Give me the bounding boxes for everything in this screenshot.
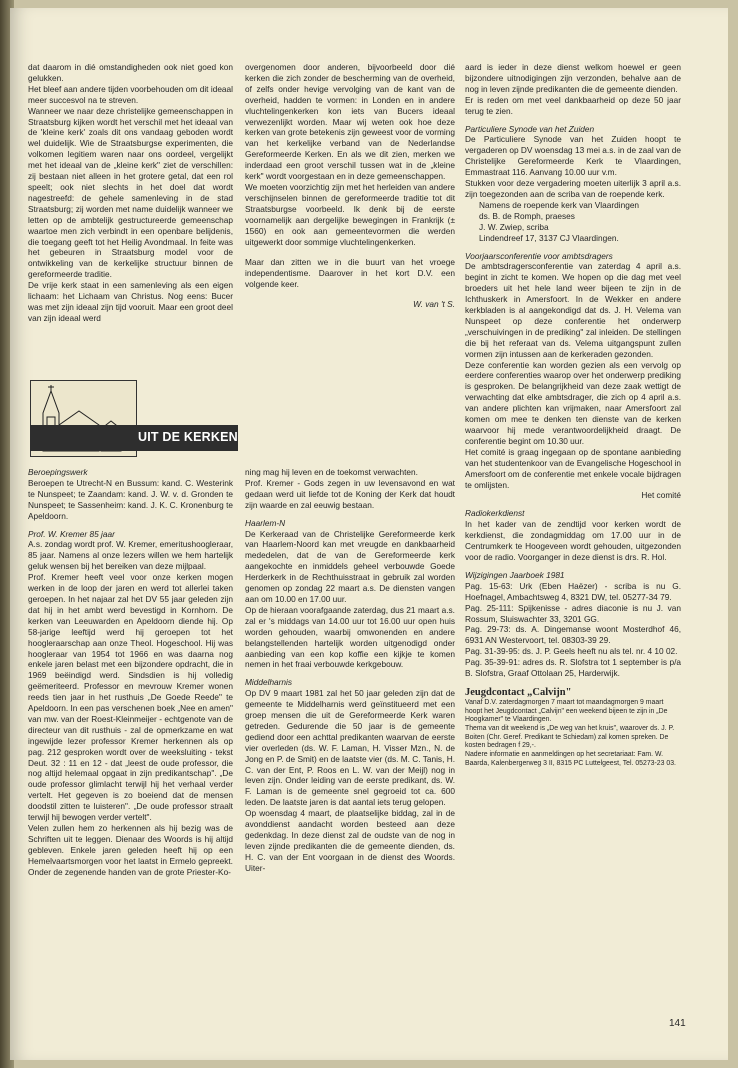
section-banner	[30, 380, 238, 455]
section-heading-middelharnis: Middelharnis	[245, 677, 293, 688]
paragraph: ning mag hij leven en de toekomst verwachten.	[245, 467, 418, 477]
list-item: Pag. 31-39-95: ds. J. P. Geels heeft nu als tel. nr. 4 10 02.	[465, 646, 678, 657]
address-line: ds. B. de Romph, praeses	[479, 210, 575, 221]
list-item: Pag. 35-39-91: adres ds. R. Slofstra tot 1 september is p/a B. Slofstra, Graaf Ottolaan 25, Harderwijk.	[465, 657, 681, 679]
small-print: Thema van dit weekend is „De weg van het kruis", waarover ds. J. P. Boiten (Chr. Geref. Predikant te Schiedam) zal komen spreken. De kosten bedragen f 29,-.	[465, 724, 675, 750]
paragraph: Het comité is graag ingegaan op de spontane aanbieding van het studentenkoor van de Evangelische Hogeschool in Amersfoort om de conferentie met enkele vocale bijdragen te omlijsten.	[465, 446, 681, 490]
address-line: Namens de roepende kerk van Vlaardingen	[479, 199, 640, 210]
paragraph: overgenomen door anderen, bijvoorbeeld door dié kerken die zich zonder de bescherming van de overheid, of zelfs onder hevige vervolging van de kant van de overheid, hadden te vormen: in Londen en in andere vluchtelingenkerken kon iets van Bucers ideaal verwezenlijkt worden. Maar wij weten ook hoe deze kerken van grote betekenis zijn geweest voor de vorming van het kerkelijke verband van de Nederlandse Gereformeerde Kerken. En als we dit zien, merken we inderdaad een groot verschil tussen wat in de „kleine kerk" wordt voorgestaan en in deze gemeenschappen.	[245, 62, 455, 182]
paragraph: Maar dan zitten we in die buurt van het vroege independentisme. Daarover in het kort D.V. een volgende keer.	[245, 257, 455, 290]
paragraph: Stukken voor deze vergadering moeten uiterlijk 3 april a.s. zijn toegezonden aan de scriba van de roepende kerk.	[465, 178, 681, 199]
paragraph: dat daarom in dié omstandigheden ook niet goed kon gelukken.	[28, 62, 233, 83]
paragraph: A.s. zondag wordt prof. W. Kremer, emeritushoogleraar, 85 jaar. Namens al onze lezers willen we hem hartelijk geluk wensen bij het bereiken van deze mijlpaal.	[28, 539, 233, 572]
section-heading-radio: Radiokerkdienst	[465, 508, 525, 519]
paragraph: aard is ieder in deze dienst welkom hoewel er geen bijzondere uitnodigingen zijn verzonden, behalve aan de nog in leven zijnde predikanten die de gemeente dienden.	[465, 62, 681, 94]
page-number: 141	[669, 1018, 686, 1029]
section-title: UIT DE KERKEN	[138, 430, 238, 444]
address-line: J. W. Zwiep, scriba	[479, 221, 549, 232]
section-heading-synode: Particuliere Synode van het Zuiden	[465, 123, 595, 134]
section-heading-jeugdcontact: Jeugdcontact „Calvijn"	[465, 686, 572, 698]
paragraph: Er is reden om met veel dankbaarheid op deze 50 jaar terug te zien.	[465, 94, 681, 116]
list-item: Pag. 29-73: ds. A. Dingemanse woont Mosterdhof 46, 6931 AN Westervoort, tel. 08303-39 29.	[465, 624, 681, 646]
section-heading-conferentie: Voorjaarsconferentie voor ambtsdragers	[465, 250, 613, 261]
paragraph: Prof. Kremer - Gods zegen in uw levensavond en wat gedaan werd uit liefde tot de Koning der Kerk dat houdt zijn waarde en zal eeuwig bestaan.	[245, 477, 455, 510]
paragraph: In het kader van de zendtijd voor kerken wordt de kerkdienst, die zondagmiddag om 17.00 uur in de Centrumkerk te Hoogeveen wordt gehouden, uitgezonden voor de radio. Voorganger in deze dienst is drs. R. Hol.	[465, 519, 681, 562]
paragraph: Velen zullen hem zo herkennen als hij bezig was de Schriften uit te leggen. Dienaar des Woords is hij altijd gebleven. Enkele jaren geleden heeft hij op een Hemelvaartsmorgen voor het laatst in Ermelo gepreekt. Onder de zegenende handen van de grote Priester-Ko-	[28, 823, 233, 877]
section-heading-beroepingswerk: Beroepingswerk	[28, 467, 88, 477]
small-print: Vanaf D.V. zaterdagmorgen 7 maart tot maandagmorgen 9 maart hoopt het Jeugdcontact „Calvijn" een weekend bijeen te zijn in „De Hoogkamer" te Vlaardingen.	[465, 698, 668, 724]
column-bucer-continued	[28, 62, 233, 324]
paragraph: Wanneer we naar deze christelijke gemeenschappen in Straatsburg kijken wordt het verschil met het ideaal van de 'kleine kerk' zoals dit ons vandaag geboden wordt wel duidelijk. Wie de Straatsburgse experimenten, die volkomen legitiem waren naar ons oordeel, vergelijkt met het ideaal van de „kleine kerk" ziet de verschillen: zij bestaan niet alleen in het grotere getal, dat een rol speelt; ook niet slechts in het doel dat wordt nagestreefd: de gehele samenleving in de stad Straatsburg; zij worden met name duidelijk wanneer we letten op de ambtelijk gestructureerde gemeenschap waartoe men zich verbindt in een openbare belijdenis, die toegang geeft tot het Heilig Avondmaal. In feite was het gebeuren in Straatsburg model voor de ontwikkeling van de kerkelijke structuur binnen de gereformeerde traditie.	[28, 105, 233, 280]
paragraph: Beroepen te Utrecht-N en Bussum: kand. C. Westerink te Nunspeet; te Zaandam: kand. J. W. v. d. Gronden te Nunspeet; te Sassenheim: kand. J. K. C. Kronenburg te Apeldoorn.	[28, 477, 233, 521]
column-bucer-end	[245, 62, 455, 310]
paragraph: De ambtsdragersconferentie van zaterdag 4 april a.s. begint in zicht te komen. We hopen op die dag met veel broeders uit het hele land weer bijeen te zijn in de Ichthuskerk in Amersfoort. In de Wekker en andere kerkbladen is al aangekondigd dat ds. J. H. Velema van Nunspeet op deze conferentie het onderwerp „verschuivingen in de prediking" zal inleiden. De stellingen die bij het referaat van ds. Velema uitgangspunt zullen vormen zijn intussen aan de kerkeraden gezonden.	[465, 261, 681, 359]
paragraph: Op de hieraan voorafgaande zaterdag, dus 21 maart a.s. zal er 's middags van 14.00 uur tot 16.00 uur open huis worden gehouden, waarbij omwonenden en andere belangstellenden hartelijk worden uitgenodigd onder aanbieding van een kop koffie een kijkje te komen nemen in het fraai verbouwde kerkgebouw.	[245, 604, 455, 670]
paragraph: Prof. Kremer heeft veel voor onze kerken mogen werken in de loop der jaren en werd tot allerlei taken geroepen. In het najaar zal het DV 55 jaar geleden zijn dat hij in het ambt werd bevestigd in Kornhorn. De kerken van Leeuwarden en Apeldoorn diende hij. Op 58-jarige leeftijd werd hij geroepen tot het hoogleraarschap aan onze Theol. Hogeschool. Hij was hoogleraar van 1954 tot 1966 en was daarna nog enkele jaren belast met een bijzondere opdracht, die in 1969 beëindigd werd. Sindsdien is hij volledig geëmeriteerd. Professor en mevrouw Kremer wonen reeds tien jaar in het rusthuis „De Goede Reede" te Apeldoorn. In een pas verschenen boek „Nee en amen" van mw. van der Roest-Kleinmeijer - echtgenote van de directeur van dit rusthuis - zal de opmerkzame en wat ingewijde lezer professor Kremer herkennen als op pag. 212 gesproken wordt over de weeksluiting - tekst Deut. 32 : 11 en 12 - dat „leest de oude professor, die nog altijd helemaal opgaat in zijn predikantschap". „De oude professor glimlacht terwijl hij het verhaal verder vertelt. Het gegeven is zo boeiend dat de mensen doodstil zitten te luisteren". „De oude professor straalt terwijl hij bewogen verder vertelt".	[28, 572, 233, 823]
paragraph: Op DV 9 maart 1981 zal het 50 jaar geleden zijn dat de gemeente te Middelharnis werd geïnstitueerd met een groep mensen die uit de Gereformeerde Kerk waren getreden. Gedurende die 50 jaar is de gemeente gediend door een achttal predikanten waarvan de eerste vier overleden (ds. W. F. Laman, H. Visser Mzn., N. de Jong en P. de Smit) en de laatste vier (ds. M. C. Tanis, H. C. van der Ent, P. Roos en L. W. van der Meijl) nog in leven zijn. Onder leiding van de eerste predikant, ds. W. F. Laman is de gemeente snel gegroeid tot ca. 600 leden. De laatste jaren is dat aantal iets terug gelopen.	[245, 688, 455, 808]
paragraph: De Kerkeraad van de Christelijke Gereformeerde kerk van Haarlem-Noord kan met vreugde en dankbaarheid mededelen, dat de van de Gereformeerde kerk aangekochte en inmiddels geheel verbouwde Goede Herderkerk in de Rechthuisstraat in gebruik zal worden genomen op zondag 22 maart a.s. De diensten vangen aan om 10.00 en 17.00 uur.	[245, 528, 455, 604]
section-heading-haarlem: Haarlem-N	[245, 517, 286, 528]
column-announcements	[465, 62, 681, 768]
list-item: Pag. 25-111: Spijkenisse - adres diaconie is nu J. van Rossum, Sluiswachter 33, 3201 GG.	[465, 602, 681, 624]
committee-signature: Het comité	[641, 490, 681, 501]
paragraph: Het bleef aan andere tijden voorbehouden om dit ideaal meer succesvol na te streven.	[28, 83, 233, 105]
paragraph: Op woensdag 4 maart, de plaatselijke biddag, zal in de avonddienst aandacht worden besteed aan deze gedenkdag. In deze dienst zal de oudste van de nog in leven zijnde predikanten die de gemeente dienden, ds. H. C. van der Ent voorgaan in de dienst des Woords. Uiter-	[245, 808, 455, 873]
small-print: Nadere informatie en aanmeldingen op het secretariaat: Fam. W. Baarda, Kalenbergerweg 3 II, 8315 PC Luttelgeest, Tel. 05273-23 03.	[465, 751, 676, 767]
paragraph: We moeten voorzichtig zijn met het herleiden van andere verschijnselen binnen de gereformeerde traditie tot dit Straatsburgse voorbeeld. Ik denk bij de eerste voornamelijk aan dergelijke bewegingen in Frankrijk (± 1560) en ook aan gemeentevormen die werden uitgewerkt door sommige vluchtelingenkerken.	[245, 181, 455, 247]
address-line: Lindendreef 17, 3137 CJ Vlaardingen.	[479, 232, 619, 243]
section-heading-kremer: Prof. W. Kremer 85 jaar	[28, 528, 115, 539]
column-kerken-middle	[245, 467, 455, 874]
author-signature: W. van 't S.	[413, 299, 455, 310]
paragraph: De vrije kerk staat in een samenleving als een eigen lichaam: het Lichaam van Christus. Nog eens: Bucer was met zijn ideaal zijn tijd vooruit. Maar een groot deel van zijn ideaal werd	[28, 280, 233, 323]
column-kerken-left	[28, 467, 233, 878]
paragraph: De Particuliere Synode van het Zuiden hoopt te vergaderen op DV woensdag 13 mei a.s. in de zaal van de Christelijke Gereformeerde Kerk te Vlaardingen, Emmastraat 116. Aanvang 10.00 uur v.m.	[465, 134, 681, 178]
paragraph: Deze conferentie kan worden gezien als een vervolg op eerdere conferenties waarop over het onderwerp prediking is gesproken. De belangrijkheid van deze zaak wettigt de verwachting dat elke ambtsdrager, die zich op 4 april a.s. van andere plichten kan vrijmaken, naar Amersfoort zal komen om mee te denken ten dienste van de kerken waarvoor hij mede verantwoordelijkheid draagt. De conferentie begint om 10.30 uur.	[465, 359, 681, 446]
section-heading-jaarboek: Wijzigingen Jaarboek 1981	[465, 569, 565, 580]
list-item: Pag. 15-63: Urk (Eben Haëzer) - scriba is nu G. Hoefnagel, Ambachtsweg 4, 8321 DW, tel. 05277-34 79.	[465, 580, 681, 602]
